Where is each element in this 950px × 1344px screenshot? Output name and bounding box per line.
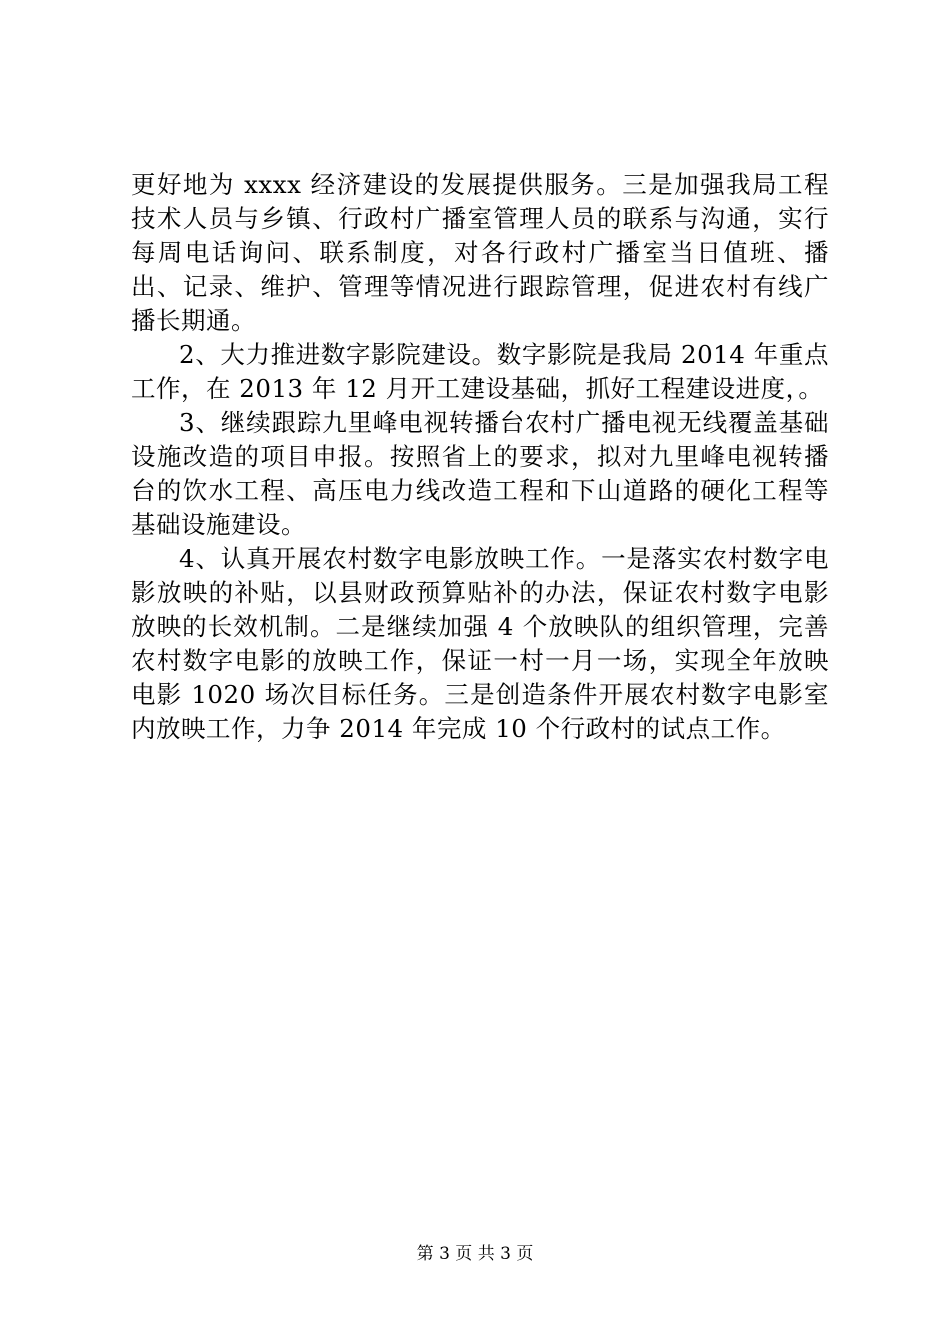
paragraph-item-2: 2、大力推进数字影院建设。数字影院是我局 2014 年重点工作，在 2013 年 12 月开工建设基础，抓好工程建设进度，。 bbox=[131, 340, 829, 403]
document-body bbox=[131, 168, 829, 746]
page-footer: 第 3 页 共 3 页 bbox=[416, 1244, 534, 1264]
paragraph-item-3: 3、继续跟踪九里峰电视转播台农村广播电视无线覆盖基础设施改造的项目申报。按照省上的要求，拟对九里峰电视转播台的饮水工程、高压电力线改造工程和下山道路的硬化工程等基础设施建设。 bbox=[131, 408, 829, 539]
paragraph-continued: 更好地为 xxxx 经济建设的发展提供服务。三是加强我局工程技术人员与乡镇、行政村广播室管理人员的联系与沟通，实行每周电话询问、联系制度，对各行政村广播室当日值班、播出、记录、维护、管理等情况进行跟踪管理，促进农村有线广播长期通。 bbox=[131, 170, 829, 335]
paragraph-item-4: 4、认真开展农村数字电影放映工作。一是落实农村数字电影放映的补贴，以县财政预算贴补的办法，保证农村数字电影放映的长效机制。二是继续加强 4 个放映队的组织管理，完善农村数字电影的放映工作，保证一村一月一场，实现全年放映电影 1020 场次目标任务。三是创造条件开展农村数字电影室内放映工作，力争 2014 年完成 10 个行政村的试点工作。 bbox=[131, 544, 829, 743]
